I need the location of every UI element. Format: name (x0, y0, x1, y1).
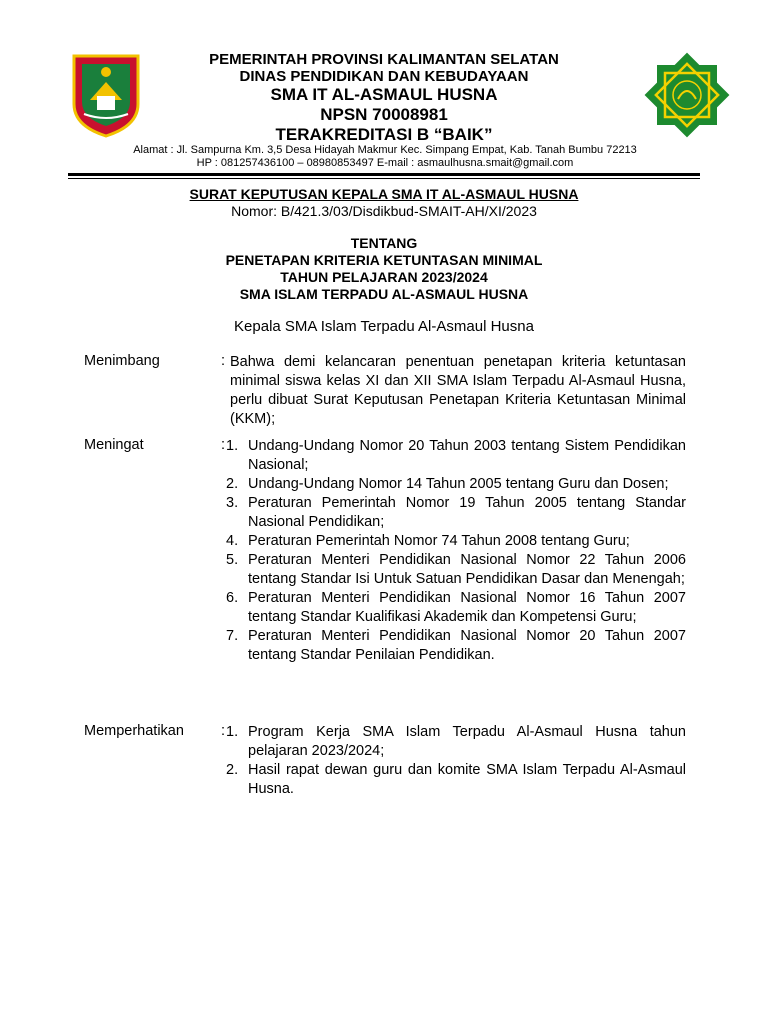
header-address: Alamat : Jl. Sampurna Km. 3,5 Desa Hidayah Makmur Kec. Simpang Empat, Kab. Tanah Bumbu 72213 (133, 144, 637, 156)
list-text: Program Kerja SMA Islam Terpadu Al-Asmaul Husna tahun pelajaran 2023/2024; (248, 724, 686, 759)
list-text: Peraturan Pemerintah Nomor 19 Tahun 2005 tentang Standar Nasional Pendidikan; (248, 495, 686, 530)
list-item (226, 627, 686, 665)
list-item (226, 494, 686, 532)
list-item (226, 723, 686, 761)
decree-number: Nomor: B/421.3/03/Disdikbud-SMAIT-AH/XI/2023 (231, 203, 537, 219)
list-number: 1. (226, 724, 239, 740)
mengingat-list (226, 437, 686, 665)
header-divider-thin (68, 178, 700, 179)
list-number: 5. (226, 552, 239, 568)
header-school-name: SMA IT AL-ASMAUL HUSNA (270, 85, 498, 104)
list-number: 3. (226, 495, 239, 511)
list-text: Undang-Undang Nomor 14 Tahun 2005 tentang Guru dan Dosen; (248, 476, 669, 492)
list-number: 2. (226, 762, 239, 778)
list-item (226, 551, 686, 589)
list-item (226, 475, 686, 494)
list-text: Hasil rapat dewan guru dan komite SMA Islam Terpadu Al-Asmaul Husna. (248, 762, 686, 797)
mengingat-colon: : (221, 437, 226, 453)
decree-subject-line-3: SMA ISLAM TERPADU AL-ASMAUL HUSNA (239, 286, 529, 302)
header-npsn: NPSN 70008981 (320, 105, 448, 124)
school-emblem-icon (632, 52, 742, 138)
menimbang-colon: : (221, 353, 226, 369)
list-text: Peraturan Pemerintah Nomor 74 Tahun 2008 tentang Guru; (248, 533, 630, 549)
list-item (226, 761, 686, 799)
list-item (226, 532, 686, 551)
header-government: PEMERINTAH PROVINSI KALIMANTAN SELATAN (209, 51, 559, 68)
list-text: Undang-Undang Nomor 20 Tahun 2003 tentang Sistem Pendidikan Nasional; (248, 438, 686, 473)
menimbang-label: Menimbang (84, 353, 160, 369)
decree-subject-line-1: PENETAPAN KRITERIA KETUNTASAN MINIMAL (225, 252, 543, 268)
mengingat-label: Meningat (84, 437, 144, 453)
list-text: Peraturan Menteri Pendidikan Nasional Nomor 22 Tahun 2006 tentang Standar Isi Untuk Satuan Pendidikan Dasar dan Menengah; (248, 552, 686, 587)
decree-subject-line-2: TAHUN PELAJARAN 2023/2024 (280, 269, 488, 285)
list-number: 4. (226, 533, 239, 549)
header-contact: HP : 081257436100 – 08980853497 E-mail : asmaulhusna.smait@gmail.com (196, 157, 574, 169)
list-number: 6. (226, 590, 239, 606)
list-number: 1. (226, 438, 239, 454)
provincial-emblem-icon (70, 52, 142, 138)
decree-title: SURAT KEPUTUSAN KEPALA SMA IT AL-ASMAUL HUSNA (189, 186, 579, 202)
menimbang-text: Bahwa demi kelancaran penentuan penetapan kriteria ketuntasan minimal siswa kelas XI dan XII SMA Islam Terpadu Al-Asmaul Husna, perlu dibuat Surat Keputusan Penetapan Kriteria Ketuntasan Minimal (KKM); (230, 354, 686, 427)
memperhatikan-colon: : (221, 723, 226, 739)
list-item (226, 437, 686, 475)
decree-issuer: Kepala SMA Islam Terpadu Al-Asmaul Husna (234, 318, 534, 335)
list-text: Peraturan Menteri Pendidikan Nasional Nomor 16 Tahun 2007 tentang Standar Kualifikasi Akademik dan Kompetensi Guru; (248, 590, 686, 625)
list-number: 2. (226, 476, 239, 492)
memperhatikan-label: Memperhatikan (84, 723, 184, 739)
header-divider-thick (68, 173, 700, 176)
header-department: DINAS PENDIDIKAN DAN KEBUDAYAAN (239, 68, 529, 85)
memperhatikan-list (226, 723, 686, 799)
list-item (226, 589, 686, 627)
decree-tentang: TENTANG (350, 235, 418, 251)
list-text: Peraturan Menteri Pendidikan Nasional Nomor 20 Tahun 2007 tentang Standar Penilaian Pendidikan. (248, 628, 686, 663)
header-accreditation: TERAKREDITASI B “BAIK” (275, 125, 493, 144)
list-number: 7. (226, 628, 239, 644)
